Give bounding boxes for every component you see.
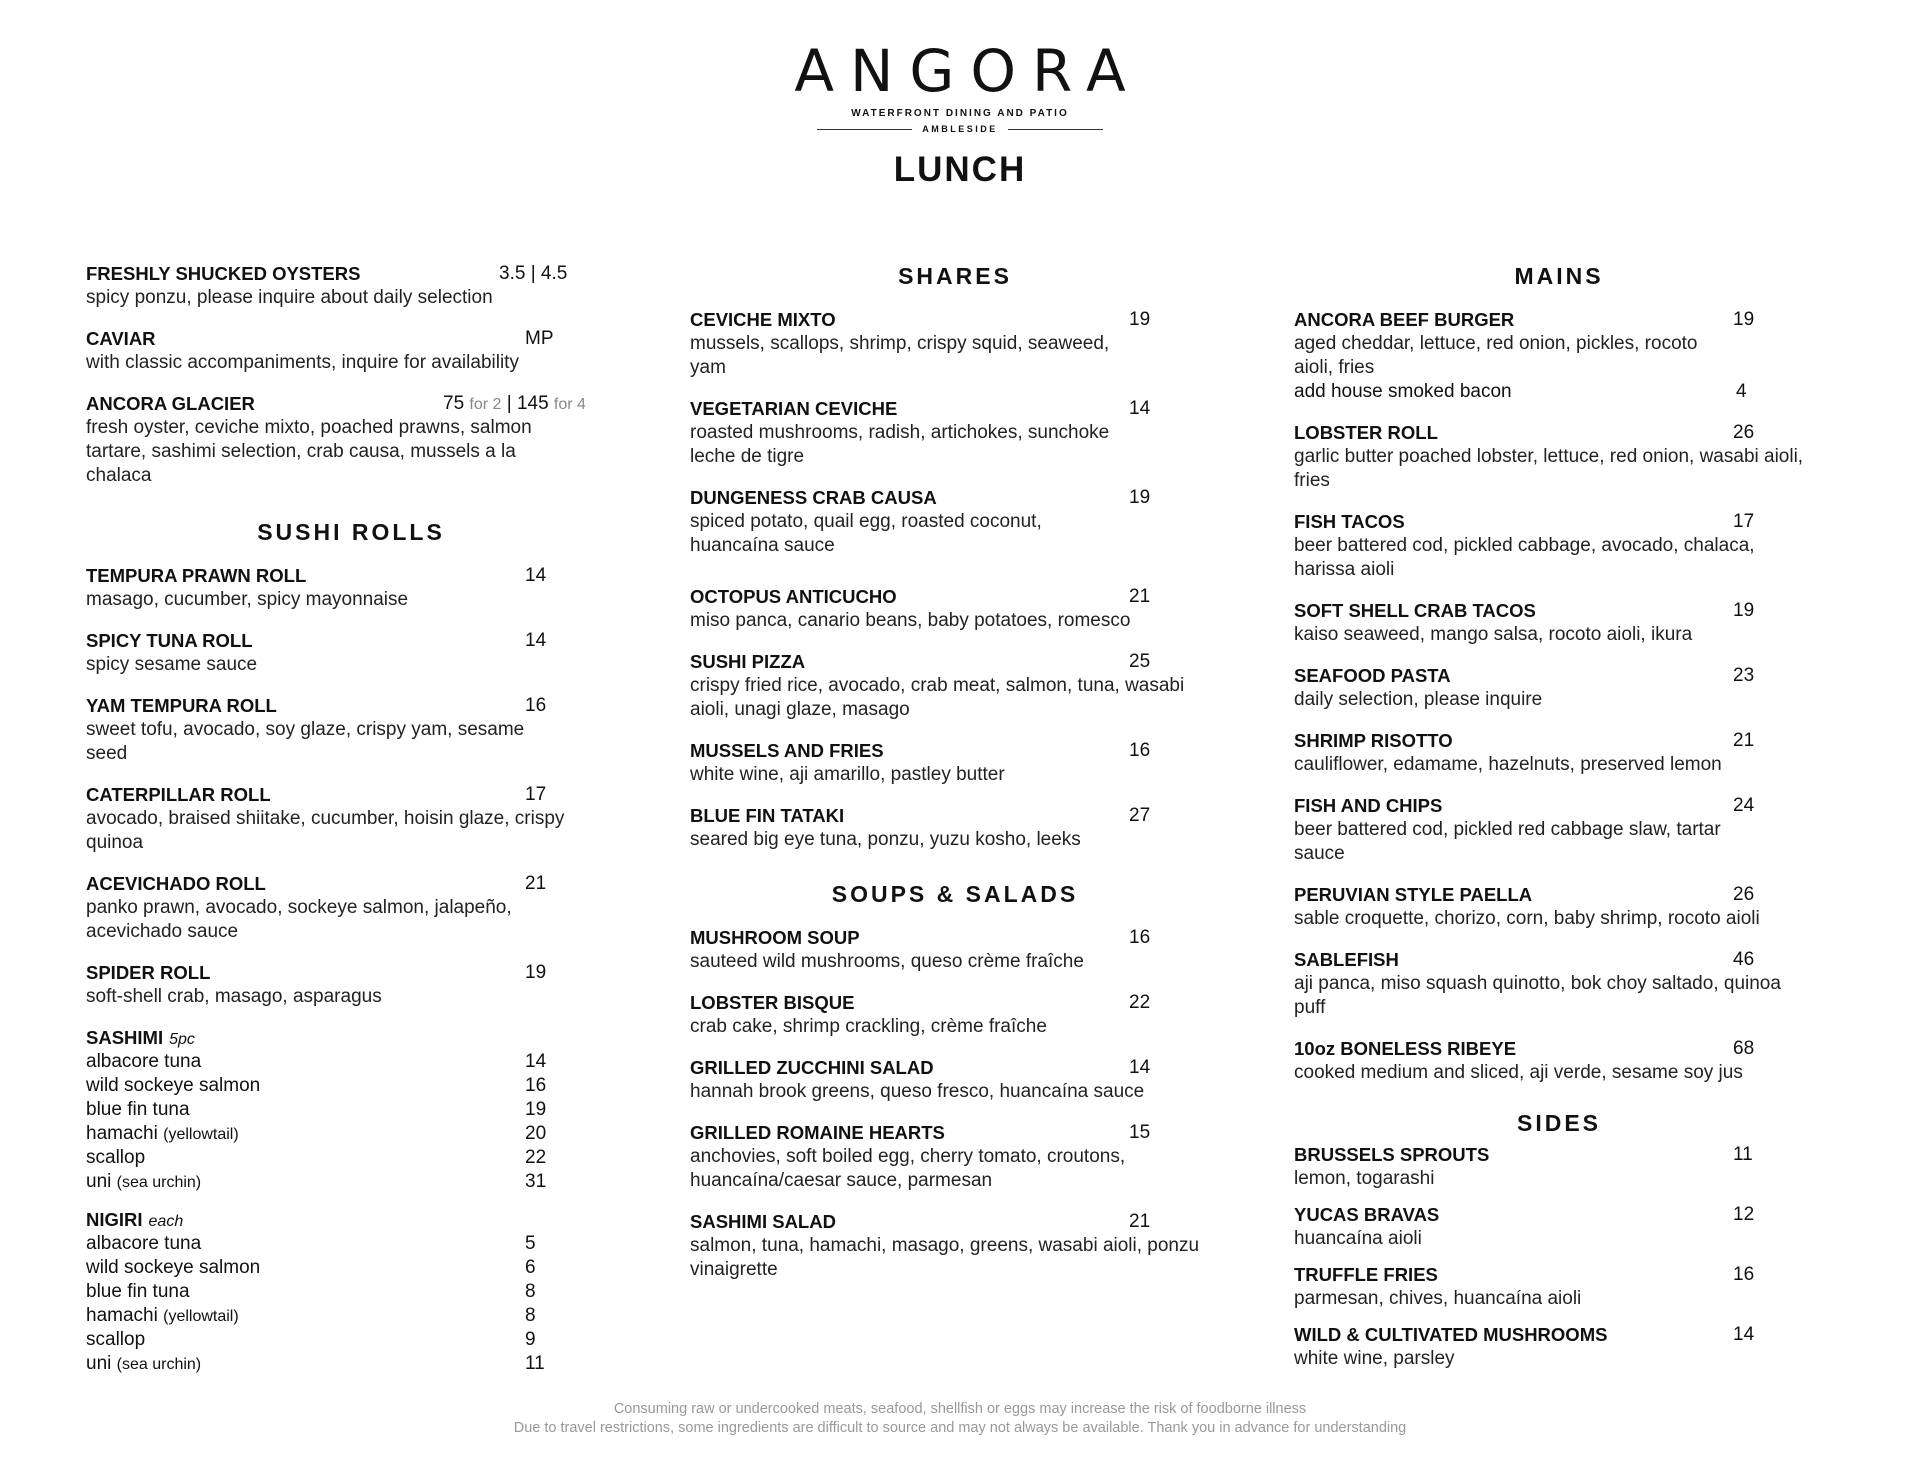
- price-for-four: 145: [516, 393, 549, 414]
- list-item: [86, 1170, 646, 1194]
- item-desc: crab cake, shrimp crackling, crème fraîche: [690, 1016, 1047, 1037]
- list-item-note: (yellowtail): [163, 1308, 239, 1325]
- list-item: [86, 1232, 646, 1256]
- list-item: [86, 1050, 646, 1074]
- item-price: 27: [1129, 805, 1151, 826]
- item-name: SUSHI PIZZA: [690, 651, 806, 672]
- sashimi-list: [86, 1026, 646, 1194]
- item-name: ACEVICHADO ROLL: [86, 873, 266, 894]
- item-desc: huancaína aioli: [1294, 1228, 1422, 1249]
- menu-item: [690, 585, 1250, 633]
- item-name: 10oz BONELESS RIBEYE: [1294, 1038, 1517, 1059]
- item-price: 68: [1733, 1038, 1755, 1059]
- list-item-note: (sea urchin): [116, 1174, 202, 1191]
- item-desc: fresh oyster, ceviche mixto, poached prawns, salmon tartare, sashimi selection, crab causa, mussels a la chalaca: [86, 417, 532, 486]
- column-raw-bar-sushi: [86, 262, 646, 1393]
- menu-item: [86, 961, 646, 1009]
- item-name: OCTOPUS ANTICUCHO: [690, 586, 897, 607]
- menu-item: [86, 872, 646, 944]
- item-name: SPIDER ROLL: [86, 962, 211, 983]
- item-desc: aged cheddar, lettuce, red onion, pickles, rocoto aioli, fries: [1294, 333, 1698, 378]
- list-item-name: uni: [86, 1353, 112, 1374]
- item-name: DUNGENESS CRAB CAUSA: [690, 487, 937, 508]
- item-price: 17: [525, 784, 547, 805]
- item-desc: crispy fried rice, avocado, crab meat, salmon, tuna, wasabi aioli, unagi glaze, masago: [690, 675, 1185, 720]
- item-name: SABLEFISH: [1294, 949, 1399, 970]
- nigiri-list: [86, 1208, 646, 1376]
- item-name: ANCORA GLACIER: [86, 393, 255, 414]
- item-desc: sweet tofu, avocado, soy glaze, crispy yam, sesame seed: [86, 719, 525, 764]
- menu-item: [1294, 794, 1854, 866]
- item-name: GRILLED ROMAINE HEARTS: [690, 1122, 945, 1143]
- brand-tagline: WATERFRONT DINING AND PATIO: [851, 108, 1069, 119]
- item-name: SPICY TUNA ROLL: [86, 630, 253, 651]
- item-name: VEGETARIAN CEVICHE: [690, 398, 898, 419]
- item-desc: parmesan, chives, huancaína aioli: [1294, 1288, 1582, 1309]
- item-desc: hannah brook greens, queso fresco, huancaína sauce: [690, 1081, 1145, 1102]
- sashimi-title: SASHIMI: [86, 1027, 164, 1048]
- menu-item: [86, 629, 646, 677]
- item-price: 19: [1129, 487, 1151, 508]
- list-item: [86, 1328, 646, 1352]
- list-item: [86, 1256, 646, 1280]
- item-price: 21: [1129, 586, 1151, 607]
- item-price: 19: [1733, 309, 1755, 330]
- list-item-name: hamachi: [86, 1305, 158, 1326]
- menu-item: [86, 564, 646, 612]
- brand-location-row: [0, 124, 1920, 134]
- item-price: 14: [525, 630, 547, 651]
- item-name: PERUVIAN STYLE PAELLA: [1294, 884, 1533, 905]
- menu-item: [690, 991, 1250, 1039]
- nigiri-note: each: [148, 1213, 184, 1230]
- item-price: 23: [1733, 665, 1755, 686]
- menu-item: [690, 804, 1250, 852]
- item-desc: spiced potato, quail egg, roasted coconut, huancaína sauce: [690, 511, 1042, 556]
- divider: [1008, 129, 1103, 130]
- menu-item: [690, 926, 1250, 974]
- item-price: 46: [1733, 949, 1755, 970]
- item-price: 16: [1733, 1264, 1755, 1285]
- item-price: 14: [1129, 1057, 1151, 1078]
- item-desc: cooked medium and sliced, aji verde, sesame soy jus: [1294, 1062, 1743, 1083]
- list-item-price: 8: [525, 1305, 536, 1326]
- item-name: WILD & CULTIVATED MUSHROOMS: [1294, 1324, 1608, 1345]
- menu-item: [690, 1121, 1250, 1193]
- list-item: [86, 1146, 646, 1170]
- item-name: BLUE FIN TATAKI: [690, 805, 845, 826]
- divider: [817, 129, 912, 130]
- item-name: LOBSTER BISQUE: [690, 992, 855, 1013]
- section-title-shares: SHARES: [898, 263, 1012, 289]
- list-item: [86, 1304, 646, 1328]
- brand-location: AMBLESIDE: [922, 124, 998, 134]
- item-price: 15: [1129, 1122, 1151, 1143]
- menu-item: [1294, 1323, 1854, 1371]
- item-desc: spicy ponzu, please inquire about daily selection: [86, 287, 493, 308]
- item-desc: sauteed wild mushrooms, queso crème fraîche: [690, 951, 1084, 972]
- list-item: [86, 1122, 646, 1146]
- addon-price: 4: [1736, 381, 1747, 402]
- item-desc: sable croquette, chorizo, corn, baby shrimp, rocoto aioli: [1294, 908, 1760, 929]
- menu-item: [1294, 308, 1854, 404]
- item-desc: white wine, aji amarillo, pastley butter: [690, 764, 1005, 785]
- item-price: [443, 392, 586, 417]
- list-item-name: wild sockeye salmon: [86, 1075, 261, 1096]
- menu-item: [1294, 1263, 1854, 1311]
- list-item-name: blue fin tuna: [86, 1281, 190, 1302]
- menu-item: [1294, 883, 1854, 931]
- item-name: [86, 1026, 195, 1052]
- section-title-sushi-rolls: SUSHI ROLLS: [257, 519, 445, 545]
- item-desc: kaiso seaweed, mango salsa, rocoto aioli, ikura: [1294, 624, 1693, 645]
- list-item-note: (yellowtail): [163, 1126, 239, 1143]
- item-desc: with classic accompaniments, inquire for availability: [86, 352, 519, 373]
- item-name: MUSHROOM SOUP: [690, 927, 860, 948]
- list-item-name: blue fin tuna: [86, 1099, 190, 1120]
- item-price: 22: [1129, 992, 1151, 1013]
- item-name: SOFT SHELL CRAB TACOS: [1294, 600, 1536, 621]
- item-name: CEVICHE MIXTO: [690, 309, 836, 330]
- item-price: 21: [525, 873, 547, 894]
- list-item: [86, 1098, 646, 1122]
- item-name: GRILLED ZUCCHINI SALAD: [690, 1057, 934, 1078]
- menu-item: [690, 397, 1250, 469]
- section-title-sides: SIDES: [1516, 1110, 1602, 1136]
- item-name: ANCORA BEEF BURGER: [1294, 309, 1515, 330]
- list-item-name: scallop: [86, 1147, 146, 1168]
- item-desc: garlic butter poached lobster, lettuce, red onion, wasabi aioli, fries: [1294, 446, 1804, 491]
- item-price: 19: [1129, 309, 1151, 330]
- list-item-price: 6: [525, 1257, 536, 1278]
- item-desc: aji panca, miso squash quinotto, bok choy saltado, quinoa puff: [1294, 973, 1781, 1018]
- item-desc: beer battered cod, pickled red cabbage slaw, tartar sauce: [1294, 819, 1721, 864]
- price-for-two: 75: [443, 393, 465, 414]
- price-separator: |: [506, 393, 512, 414]
- item-name: MUSSELS AND FRIES: [690, 740, 884, 761]
- item-name: FISH AND CHIPS: [1294, 795, 1443, 816]
- list-item-price: 11: [525, 1353, 545, 1374]
- footer-line-1: Consuming raw or undercooked meats, seafood, shellfish or eggs may increase the risk of foodborne illness: [613, 1401, 1307, 1417]
- column-mains-sides: [1294, 262, 1854, 1371]
- menu-item: [690, 486, 1250, 558]
- list-item-note: (sea urchin): [116, 1356, 202, 1373]
- menu-item: [86, 262, 646, 310]
- item-desc: masago, cucumber, spicy mayonnaise: [86, 589, 409, 610]
- item-price: 12: [1733, 1204, 1755, 1225]
- item-name: CAVIAR: [86, 328, 156, 349]
- item-price: 14: [525, 565, 547, 586]
- list-item-price: 9: [525, 1329, 536, 1350]
- item-name: TRUFFLE FRIES: [1294, 1264, 1438, 1285]
- menu-item: [690, 308, 1250, 380]
- brand-logo: [0, 37, 1920, 134]
- item-desc: panko prawn, avocado, sockeye salmon, jalapeño, acevichado sauce: [86, 897, 512, 942]
- item-desc: white wine, parsley: [1294, 1348, 1455, 1369]
- addon-label: add house smoked bacon: [1294, 381, 1512, 402]
- list-item-name: scallop: [86, 1329, 146, 1350]
- item-name: YUCAS BRAVAS: [1294, 1204, 1440, 1225]
- list-item-name: wild sockeye salmon: [86, 1257, 261, 1278]
- item-desc: cauliflower, edamame, hazelnuts, preserved lemon: [1294, 754, 1722, 775]
- item-name: SEAFOOD PASTA: [1294, 665, 1451, 686]
- list-item: [86, 1280, 646, 1304]
- menu-item: [1294, 948, 1854, 1020]
- item-desc: spicy sesame sauce: [86, 654, 258, 675]
- item-price: MP: [525, 328, 554, 349]
- menu-item: [1294, 510, 1854, 582]
- item-desc: avocado, braised shiitake, cucumber, hoisin glaze, crispy quinoa: [86, 808, 565, 853]
- footer-disclaimer: [0, 1400, 1920, 1438]
- item-price: 16: [1129, 927, 1151, 948]
- menu-item: [86, 327, 646, 375]
- item-desc: roasted mushrooms, radish, artichokes, sunchoke leche de tigre: [690, 422, 1110, 467]
- sashimi-note: 5pc: [169, 1031, 195, 1048]
- item-price: 14: [1129, 398, 1151, 419]
- item-name: FRESHLY SHUCKED OYSTERS: [86, 263, 361, 284]
- list-item-name: uni: [86, 1171, 112, 1192]
- item-price: 21: [1733, 730, 1755, 751]
- addon-line: [1294, 380, 1854, 404]
- item-price: 19: [525, 962, 547, 983]
- item-price: 19: [1733, 600, 1755, 621]
- item-name: CATERPILLAR ROLL: [86, 784, 271, 805]
- item-price: 17: [1733, 511, 1755, 532]
- item-name: YAM TEMPURA ROLL: [86, 695, 277, 716]
- list-item-price: 5: [525, 1233, 536, 1254]
- list-item-price: 8: [525, 1281, 536, 1302]
- menu-item: [690, 1210, 1250, 1282]
- brand-name: ANGORA: [794, 37, 1142, 105]
- page-title: LUNCH: [893, 150, 1027, 189]
- item-price: 25: [1129, 651, 1151, 672]
- item-price: 21: [1129, 1211, 1151, 1232]
- item-desc: anchovies, soft boiled egg, cherry tomato, croutons, huancaína/caesar sauce, parmesan: [690, 1146, 1126, 1191]
- item-desc: lemon, togarashi: [1294, 1168, 1435, 1189]
- menu-item: [690, 650, 1250, 722]
- list-item-price: 22: [525, 1147, 547, 1168]
- item-name: [86, 1208, 183, 1234]
- menu-item: [86, 694, 646, 766]
- item-name: SASHIMI SALAD: [690, 1211, 836, 1232]
- price-note: for 4: [553, 396, 586, 413]
- item-desc: seared big eye tuna, ponzu, yuzu kosho, leeks: [690, 829, 1081, 850]
- menu-item: [1294, 1143, 1854, 1191]
- item-desc: miso panca, canario beans, baby potatoes, romesco: [690, 610, 1131, 631]
- list-item-price: 19: [525, 1099, 547, 1120]
- menu-item: [86, 392, 646, 488]
- item-name: TEMPURA PRAWN ROLL: [86, 565, 307, 586]
- item-desc: mussels, scallops, shrimp, crispy squid, seaweed, yam: [690, 333, 1110, 378]
- list-item: [86, 1352, 646, 1376]
- footer-line-2: Due to travel restrictions, some ingredients are difficult to source and may not always be available. Thank you in advance for understanding: [513, 1420, 1407, 1436]
- list-item-price: 31: [525, 1171, 547, 1192]
- list-item-name: albacore tuna: [86, 1051, 202, 1072]
- menu-item: [1294, 729, 1854, 777]
- menu-item: [86, 783, 646, 855]
- item-desc: salmon, tuna, hamachi, masago, greens, wasabi aioli, ponzu vinaigrette: [690, 1235, 1200, 1280]
- item-desc: daily selection, please inquire: [1294, 689, 1543, 710]
- section-title-mains: MAINS: [1514, 263, 1604, 289]
- item-price: 26: [1733, 884, 1755, 905]
- list-item-price: 20: [525, 1123, 547, 1144]
- item-price: 14: [1733, 1324, 1755, 1345]
- list-item-price: 14: [525, 1051, 547, 1072]
- menu-item: [690, 739, 1250, 787]
- list-item-name: albacore tuna: [86, 1233, 202, 1254]
- menu-item: [1294, 1203, 1854, 1251]
- item-name: LOBSTER ROLL: [1294, 422, 1438, 443]
- item-price: 26: [1733, 422, 1755, 443]
- item-price: 3.5 | 4.5: [499, 263, 568, 284]
- menu-item: [1294, 421, 1854, 493]
- item-desc: beer battered cod, pickled cabbage, avocado, chalaca, harissa aioli: [1294, 535, 1755, 580]
- menu-item: [1294, 1037, 1854, 1085]
- item-price: 16: [525, 695, 547, 716]
- item-desc: soft-shell crab, masago, asparagus: [86, 986, 382, 1007]
- list-item: [86, 1074, 646, 1098]
- item-price: 16: [1129, 740, 1151, 761]
- item-name: BRUSSELS SPROUTS: [1294, 1144, 1490, 1165]
- nigiri-title: NIGIRI: [86, 1209, 143, 1230]
- menu-item: [690, 1056, 1250, 1104]
- item-price: 11: [1733, 1144, 1753, 1165]
- price-note: for 2: [469, 396, 502, 413]
- list-item-price: 16: [525, 1075, 547, 1096]
- menu-item: [1294, 599, 1854, 647]
- menu-item: [1294, 664, 1854, 712]
- item-name: FISH TACOS: [1294, 511, 1405, 532]
- item-price: 24: [1733, 795, 1755, 816]
- section-title-soups-salads: SOUPS & SALADS: [831, 881, 1079, 907]
- list-item-name: hamachi: [86, 1123, 158, 1144]
- column-shares-soups: [690, 262, 1250, 1299]
- item-name: SHRIMP RISOTTO: [1294, 730, 1453, 751]
